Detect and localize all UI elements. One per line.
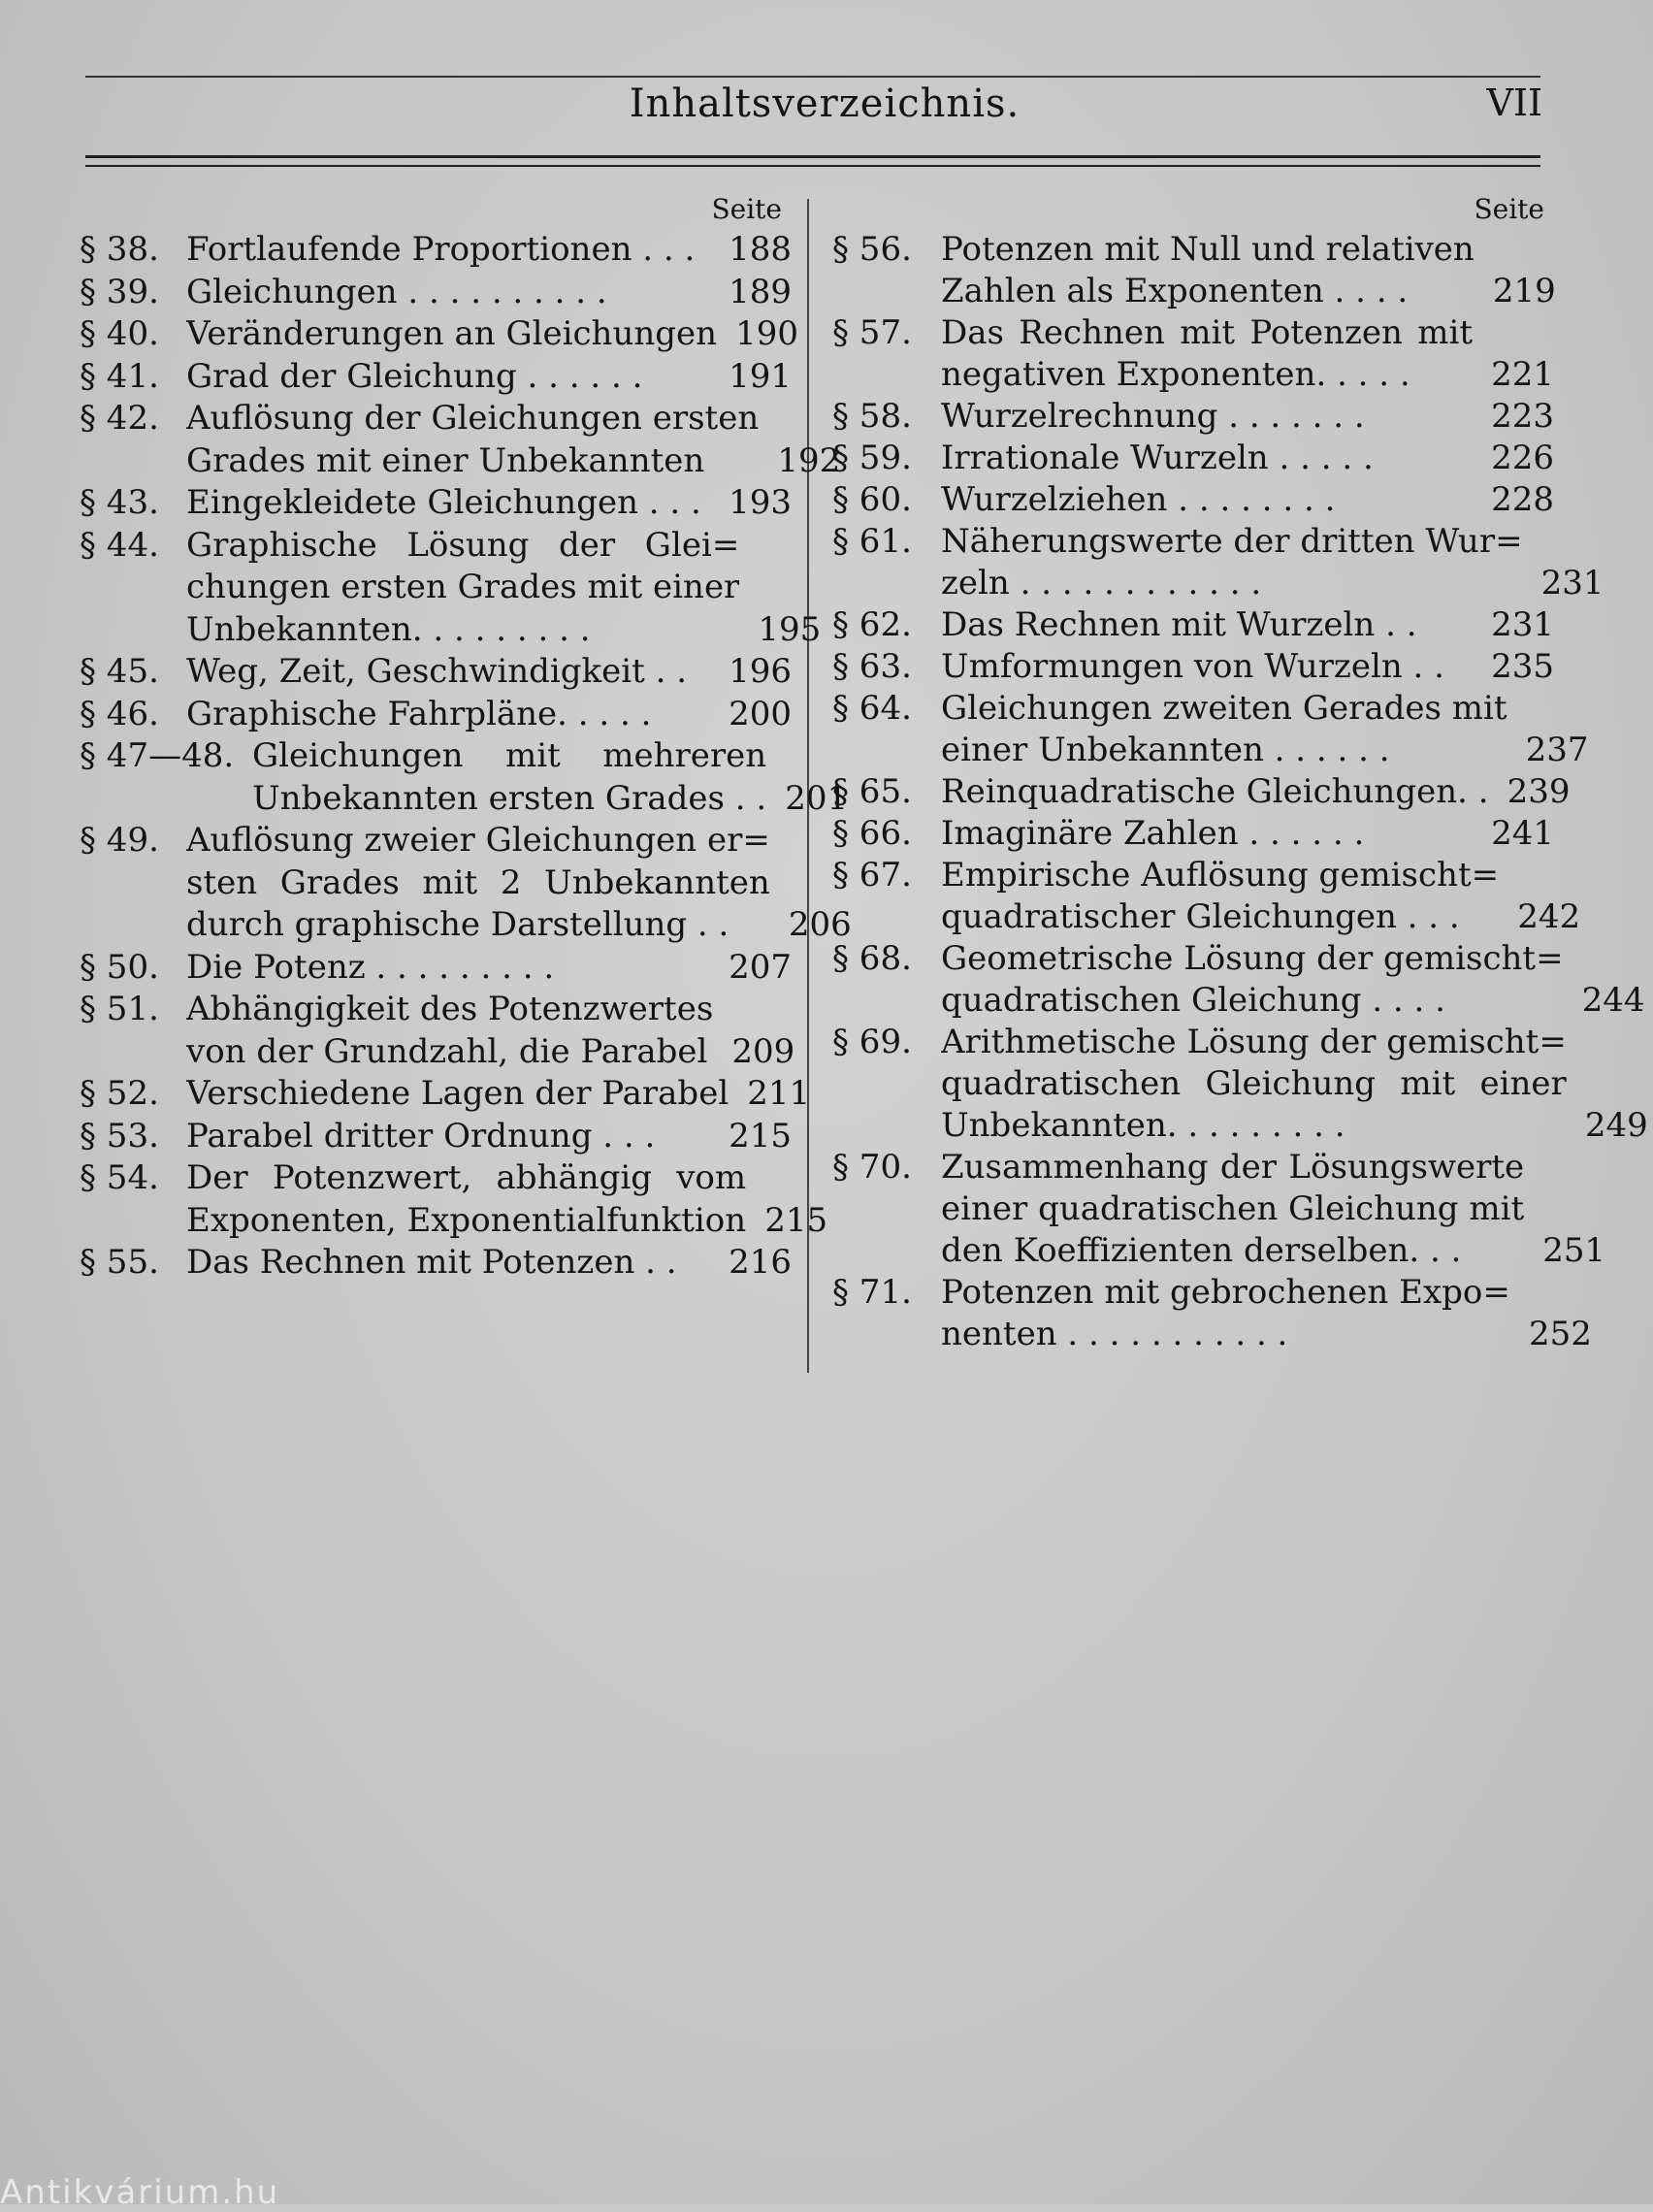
toc-entry — [832, 1022, 1648, 1147]
section-title — [186, 1157, 754, 1242]
section-number: § 53. — [80, 1116, 159, 1155]
title-line: Arithmetische Lösung der gemischt= — [941, 1023, 1567, 1061]
page-reference: 219 — [1492, 272, 1556, 310]
title-line: Der Potenzwert, abhängig vom — [186, 1158, 747, 1197]
section-number: § 59. — [832, 439, 912, 477]
section-number: § 38. — [80, 230, 159, 269]
page-reference: 231 — [1491, 605, 1554, 644]
section-title — [941, 688, 1515, 771]
toc-entry — [80, 398, 841, 482]
section-title — [941, 438, 1480, 479]
page-reference: 215 — [729, 1116, 792, 1155]
toc-entry — [80, 313, 799, 356]
title-line: Abhängigkeit des Potenzwertes — [186, 990, 714, 1028]
page-reference: 190 — [735, 314, 799, 353]
toc-entry — [80, 989, 795, 1073]
title-line: durch graphische Darstellung . . — [186, 905, 729, 944]
toc-entry — [80, 735, 849, 820]
section-number: § 68. — [832, 939, 912, 978]
title-line: Gleichungen mit mehreren — [252, 736, 767, 775]
title-line: den Koeffizienten derselben. . . — [941, 1231, 1462, 1270]
title-line: quadratischer Gleichungen . . . — [941, 897, 1460, 936]
section-number: § 69. — [832, 1023, 912, 1061]
toc-entry — [832, 604, 1558, 646]
title-line: Das Rechnen mit Potenzen . . — [186, 1243, 677, 1282]
toc-entry — [832, 771, 1571, 813]
title-line: Potenzen mit gebrochenen Expo= — [941, 1273, 1510, 1312]
section-title — [186, 1116, 718, 1158]
section-title — [941, 479, 1480, 521]
section-number: § 60. — [832, 480, 912, 519]
title-line: Wurzelziehen . . . . . . . . — [941, 480, 1336, 519]
section-title — [941, 604, 1480, 646]
toc-entry — [832, 479, 1558, 521]
section-title — [186, 1242, 718, 1285]
toc-right-column — [832, 190, 1648, 1355]
title-line: quadratischen Gleichung . . . . — [941, 981, 1445, 1020]
title-line: Zusammenhang der Lösungswerte — [941, 1148, 1525, 1187]
section-title — [186, 398, 766, 482]
section-number: § 45. — [80, 652, 159, 691]
title-line: Gleichungen zweiten Gerades mit — [941, 689, 1507, 728]
section-title — [941, 855, 1507, 938]
title-line: Fortlaufende Proportionen . . . — [186, 230, 696, 269]
toc-entry — [80, 1073, 811, 1116]
title-line: sten Grades mit 2 Unbekannten — [186, 862, 770, 902]
toc-entry — [832, 938, 1645, 1022]
watermark: Antikvárium.hu — [0, 2173, 280, 2212]
toc-entry — [832, 646, 1558, 688]
page-reference: 239 — [1507, 772, 1571, 811]
page-reference: 216 — [729, 1243, 792, 1282]
toc-entry — [832, 813, 1558, 855]
title-line: Parabel dritter Ordnung . . . — [186, 1116, 656, 1155]
title-line: Reinquadratische Gleichungen. . — [941, 772, 1489, 811]
title-line: quadratischen Gleichung mit einer — [941, 1064, 1567, 1103]
page-reference: 207 — [729, 947, 792, 987]
toc-entry — [832, 1147, 1606, 1272]
title-line: Veränderungen an Gleichungen — [186, 314, 718, 353]
toc-entry — [80, 651, 795, 694]
section-title — [186, 229, 718, 272]
page-reference: 252 — [1528, 1315, 1592, 1353]
section-title — [941, 312, 1480, 396]
section-title — [941, 1022, 1574, 1147]
section-number: § 66. — [832, 814, 912, 853]
section-number: § 52. — [80, 1074, 159, 1113]
title-line: Das Rechnen mit Potenzen mit — [941, 313, 1473, 352]
toc-entry — [832, 438, 1558, 479]
section-number: § 64. — [832, 689, 912, 728]
title-line: einer Unbekannten . . . . . . — [941, 731, 1390, 769]
title-line: chungen ersten Grades mit einer — [186, 568, 740, 606]
title-line: Geometrische Lösung der gemischt= — [941, 939, 1564, 978]
title-line: Potenzen mit Null und relativen — [941, 230, 1475, 269]
section-number: § 61. — [832, 522, 912, 561]
section-number: § 42. — [80, 399, 159, 438]
section-title — [186, 313, 725, 356]
title-line: Irrationale Wurzeln . . . . . — [941, 439, 1374, 477]
title-line: negativen Exponenten. . . . . — [941, 355, 1410, 394]
section-number: § 71. — [832, 1273, 912, 1312]
title-line: nenten . . . . . . . . . . . — [941, 1315, 1288, 1353]
page-reference: 215 — [764, 1200, 828, 1240]
section-number: § 63. — [832, 647, 912, 686]
title-line: Exponenten, Exponentialfunktion — [186, 1200, 747, 1240]
toc-entry — [80, 1157, 828, 1242]
section-number: § 57. — [832, 313, 912, 352]
section-title — [186, 820, 778, 947]
section-number: § 65. — [832, 772, 912, 811]
section-title — [186, 1073, 736, 1116]
page-reference: 192 — [777, 440, 841, 480]
title-line: Grades mit einer Unbekannten — [186, 440, 705, 480]
toc-entry — [832, 688, 1589, 771]
section-number: § 44. — [80, 525, 159, 565]
section-title — [186, 651, 718, 694]
toc-entry — [80, 229, 795, 272]
page-number: VII — [1486, 81, 1542, 124]
page-reference: 237 — [1525, 731, 1589, 769]
toc-entry — [80, 820, 852, 947]
section-number: § 39. — [80, 272, 159, 311]
section-number: § 56. — [832, 230, 912, 269]
title-line: Grad der Gleichung . . . . . . — [186, 356, 643, 396]
section-title — [186, 356, 718, 399]
page-reference: 201 — [785, 778, 849, 818]
header-rule-thin — [85, 165, 1540, 167]
toc-entry — [80, 1116, 795, 1158]
running-title: Inhaltsverzeichnis. — [629, 81, 1021, 126]
toc-entry — [832, 855, 1581, 938]
page-reference: 221 — [1491, 355, 1554, 394]
section-number: § 55. — [80, 1243, 159, 1282]
section-title — [186, 482, 718, 525]
toc-entry — [832, 229, 1558, 312]
seite-label: Seite — [1474, 193, 1544, 225]
section-number: § 51. — [80, 990, 159, 1028]
section-title — [186, 989, 721, 1073]
section-number: § 67. — [832, 856, 912, 895]
page-reference: 206 — [788, 905, 852, 944]
page-reference: 242 — [1517, 897, 1581, 936]
section-title — [941, 938, 1572, 1022]
section-title — [186, 272, 718, 314]
title-line: Zahlen als Exponenten . . . . — [941, 272, 1409, 310]
title-line: Auflösung der Gleichungen ersten — [186, 399, 760, 438]
section-number: § 58. — [832, 397, 912, 436]
section-number: § 46. — [80, 694, 159, 733]
toc-entry — [832, 521, 1604, 604]
header-rule-thick — [85, 155, 1540, 158]
page-reference: 249 — [1584, 1106, 1648, 1145]
page-reference: 191 — [729, 356, 792, 396]
page-reference: 195 — [758, 609, 822, 649]
page-reference: 223 — [1491, 397, 1554, 436]
title-line: Umformungen von Wurzeln . . — [941, 647, 1444, 686]
toc-entry — [832, 396, 1558, 438]
toc-entry — [80, 694, 795, 736]
toc-entry — [80, 947, 795, 990]
title-line: Unbekannten. . . . . . . . . — [941, 1106, 1345, 1145]
section-title — [186, 947, 718, 990]
title-line: Eingekleidete Gleichungen . . . — [186, 483, 701, 522]
page-reference: 235 — [1491, 647, 1554, 686]
section-number: § 47—48. — [80, 736, 235, 775]
title-line: Gleichungen . . . . . . . . . . — [186, 272, 607, 311]
section-number: § 70. — [832, 1148, 912, 1187]
seite-label: Seite — [711, 193, 782, 225]
toc-entry — [832, 312, 1558, 396]
section-number: § 50. — [80, 947, 159, 987]
title-line: Verschiedene Lagen der Parabel — [186, 1074, 729, 1113]
section-number: § 62. — [832, 605, 912, 644]
section-number: § 40. — [80, 314, 159, 353]
section-number: § 54. — [80, 1158, 159, 1197]
title-line: Unbekannten. . . . . . . . . — [186, 609, 591, 649]
title-line: Näherungswerte der dritten Wur= — [941, 522, 1523, 561]
title-line: Graphische Lösung der Glei= — [186, 525, 740, 565]
section-number: § 41. — [80, 356, 159, 396]
page-reference: 189 — [729, 272, 792, 311]
section-number: § 43. — [80, 483, 159, 522]
toc-entry — [80, 525, 822, 652]
section-title — [941, 396, 1480, 438]
toc-entry — [80, 482, 795, 525]
page-reference: 196 — [729, 652, 792, 691]
section-title — [252, 735, 774, 820]
title-line: Wurzelrechnung . . . . . . . — [941, 397, 1365, 436]
title-line: Auflösung zweier Gleichungen er= — [186, 821, 770, 860]
title-line: Imaginäre Zahlen . . . . . . — [941, 814, 1365, 853]
page-reference: 211 — [747, 1074, 811, 1113]
section-title — [941, 813, 1480, 855]
page-reference: 193 — [729, 483, 792, 522]
section-title — [941, 646, 1480, 688]
title-line: zeln . . . . . . . . . . . . — [941, 564, 1262, 602]
page-reference: 200 — [729, 694, 792, 733]
section-title — [941, 521, 1531, 604]
toc-list — [832, 229, 1648, 1355]
section-title — [941, 1147, 1532, 1272]
section-title — [186, 694, 718, 736]
page-reference: 209 — [731, 1031, 795, 1071]
title-line: einer quadratischen Gleichung mit — [941, 1189, 1525, 1228]
page-reference: 241 — [1491, 814, 1554, 853]
section-number: § 49. — [80, 821, 159, 860]
top-rule — [85, 76, 1540, 78]
toc-entry — [80, 356, 795, 399]
toc-list — [80, 229, 852, 1285]
title-line: Graphische Fahrpläne. . . . . — [186, 694, 652, 733]
toc-left-column — [80, 190, 852, 1285]
toc-entry — [832, 1272, 1592, 1355]
page-reference: 231 — [1540, 564, 1604, 602]
title-line: Das Rechnen mit Wurzeln . . — [941, 605, 1417, 644]
page-reference: 226 — [1491, 439, 1554, 477]
section-title — [941, 771, 1497, 813]
page-reference: 244 — [1581, 981, 1645, 1020]
section-title — [941, 1272, 1518, 1355]
title-line: von der Grundzahl, die Parabel — [186, 1031, 708, 1071]
section-title — [941, 229, 1482, 312]
title-line: Weg, Zeit, Geschwindigkeit . . — [186, 652, 688, 691]
page-reference: 251 — [1542, 1231, 1606, 1270]
title-line: Die Potenz . . . . . . . . . — [186, 947, 555, 987]
page-reference: 188 — [729, 230, 792, 269]
section-title — [186, 525, 747, 652]
toc-entry — [80, 272, 795, 314]
page-reference: 228 — [1491, 480, 1554, 519]
title-line: Empirische Auflösung gemischt= — [941, 856, 1500, 895]
toc-entry — [80, 1242, 795, 1285]
title-line: Unbekannten ersten Grades . . — [252, 778, 767, 818]
